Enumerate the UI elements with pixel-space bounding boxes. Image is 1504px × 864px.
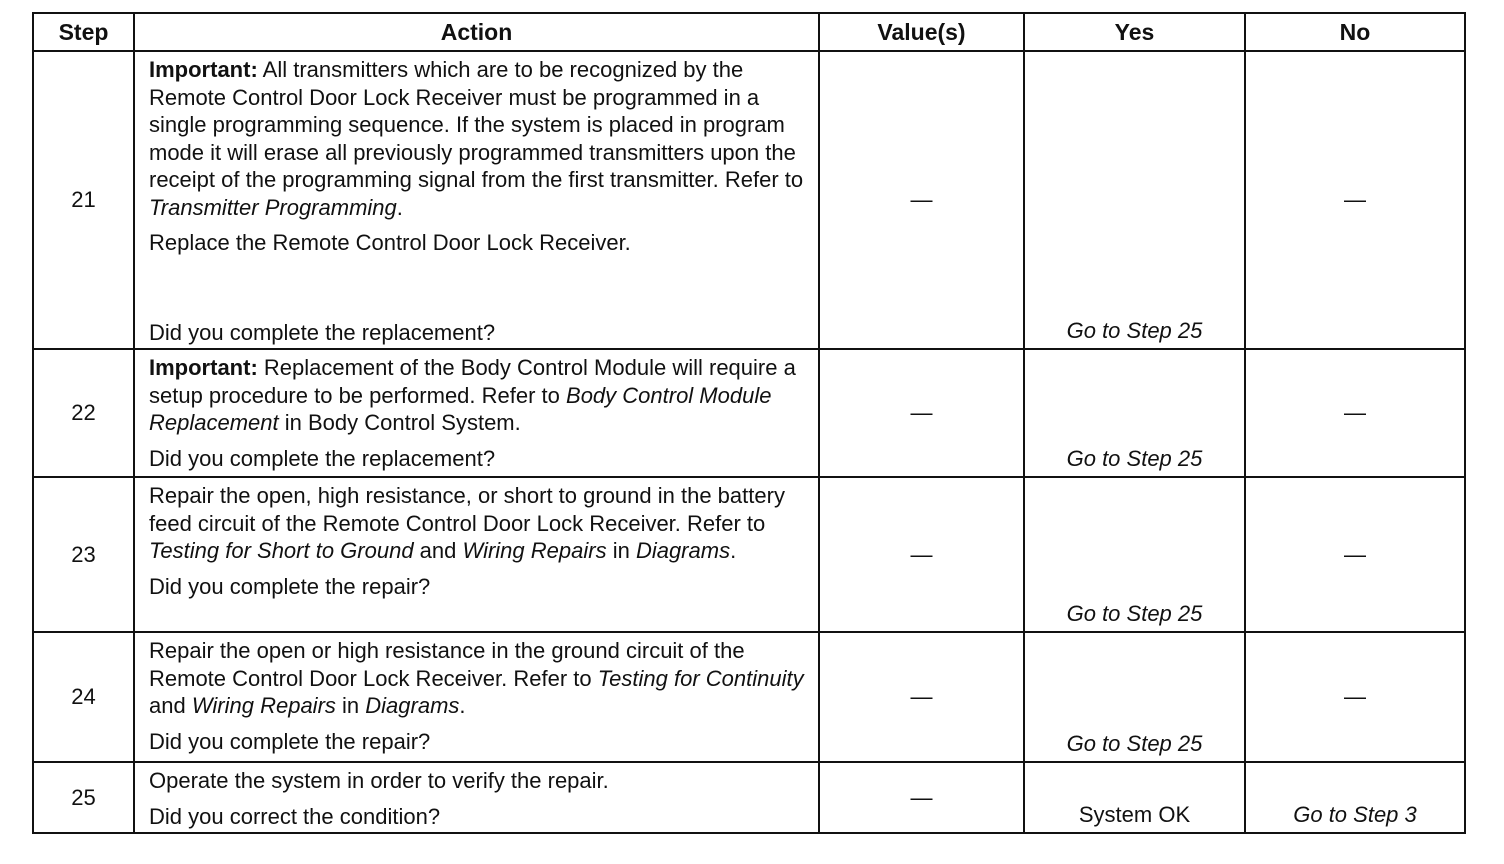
table-row-step-21 — [33, 51, 1465, 349]
value-dash: — — [910, 541, 933, 567]
table-row-step-23 — [33, 477, 1465, 632]
reference-link-text: Transmitter Programming — [149, 194, 397, 220]
value-cell — [819, 51, 1024, 349]
action-cell — [134, 477, 819, 632]
no-dash: — — [1344, 400, 1366, 425]
action-question: Did you complete the replacement? — [149, 319, 496, 345]
yes-cell: Go to Step 25 — [1024, 349, 1245, 477]
important-label: Important: — [149, 57, 258, 82]
diagnostic-table — [32, 12, 1466, 834]
action-cell — [134, 762, 819, 833]
reference-link-text: Testing for Continuity — [597, 665, 804, 691]
action-question: Did you complete the replacement? — [149, 445, 496, 471]
no-cell — [1245, 477, 1465, 632]
no-cell — [1245, 349, 1465, 477]
step-number: 25 — [33, 762, 134, 833]
no-dash: — — [1344, 541, 1366, 567]
value-dash: — — [910, 187, 933, 212]
yes-cell: Go to Step 25 — [1024, 477, 1245, 632]
no-dash: — — [1344, 187, 1366, 212]
step-number: 24 — [33, 632, 134, 762]
action-cell — [134, 51, 819, 349]
value-cell — [819, 477, 1024, 632]
value-dash: — — [910, 784, 933, 810]
step-number: 21 — [33, 51, 134, 349]
important-label: Important: — [149, 355, 258, 380]
action-cell — [134, 349, 819, 477]
value-dash: — — [910, 400, 933, 425]
yes-cell: System OK — [1024, 762, 1245, 833]
no-cell — [1245, 51, 1465, 349]
action-instruction: Important: All transmitters which are to be recognized by the Remote Control Door Lock Receiver must be programmed in a single programming sequence. If the system is placed in program mode it will erase all previously programmed transmitters upon the receipt of the programming signal from the first transmitter. Refer to Transmitter Programming. — [149, 57, 804, 220]
action-instruction: Repair the open or high resistance in the ground circuit of the Remote Control Door Lock Receiver. Refer to Testing for Continuity and Wiring Repairs in Diagrams. — [149, 638, 804, 718]
no-dash: — — [1344, 684, 1366, 709]
header-row — [33, 13, 1465, 51]
header-yes: Yes — [1024, 13, 1245, 51]
action-instruction: Repair the open, high resistance, or short to ground in the battery feed circuit of the Remote Control Door Lock Receiver. Refer to Testing for Short to Ground and Wiring Repairs in Diagrams. — [149, 483, 785, 563]
yes-cell: Go to Step 25 — [1024, 51, 1245, 349]
value-cell — [819, 632, 1024, 762]
value-cell — [819, 349, 1024, 477]
action-question: Did you correct the condition? — [149, 803, 441, 829]
action-cell — [134, 632, 819, 762]
action-instruction: Operate the system in order to verify the repair. — [149, 768, 609, 793]
reference-link-text: Wiring Repairs — [191, 693, 336, 718]
table-row-step-25 — [33, 762, 1465, 833]
value-dash: — — [910, 684, 933, 709]
header-step: Step — [33, 13, 134, 51]
reference-link-text: Body Control Module Replacement — [149, 382, 772, 435]
reference-link-text: Wiring Repairs — [462, 538, 607, 563]
reference-link-text: Testing for Short to Ground — [149, 538, 414, 563]
reference-link-text: Diagrams — [365, 693, 460, 718]
header-values: Value(s) — [819, 13, 1024, 51]
table-row-step-22 — [33, 349, 1465, 477]
step-number: 23 — [33, 477, 134, 632]
step-number: 22 — [33, 349, 134, 477]
no-cell: Go to Step 3 — [1245, 762, 1465, 833]
action-question: Did you complete the repair? — [149, 728, 431, 754]
action-step-text: Replace the Remote Control Door Lock Receiver. — [149, 230, 631, 255]
table-row-step-24 — [33, 632, 1465, 762]
header-action: Action — [134, 13, 819, 51]
action-instruction: Important: Replacement of the Body Control Module will require a setup procedure to be performed. Refer to Body Control Module Replacement in Body Control System. — [149, 355, 796, 435]
reference-link-text: Diagrams — [635, 538, 731, 563]
header-no: No — [1245, 13, 1465, 51]
yes-cell: Go to Step 25 — [1024, 632, 1245, 762]
no-cell — [1245, 632, 1465, 762]
action-question: Did you complete the repair? — [149, 573, 431, 599]
value-cell — [819, 762, 1024, 833]
